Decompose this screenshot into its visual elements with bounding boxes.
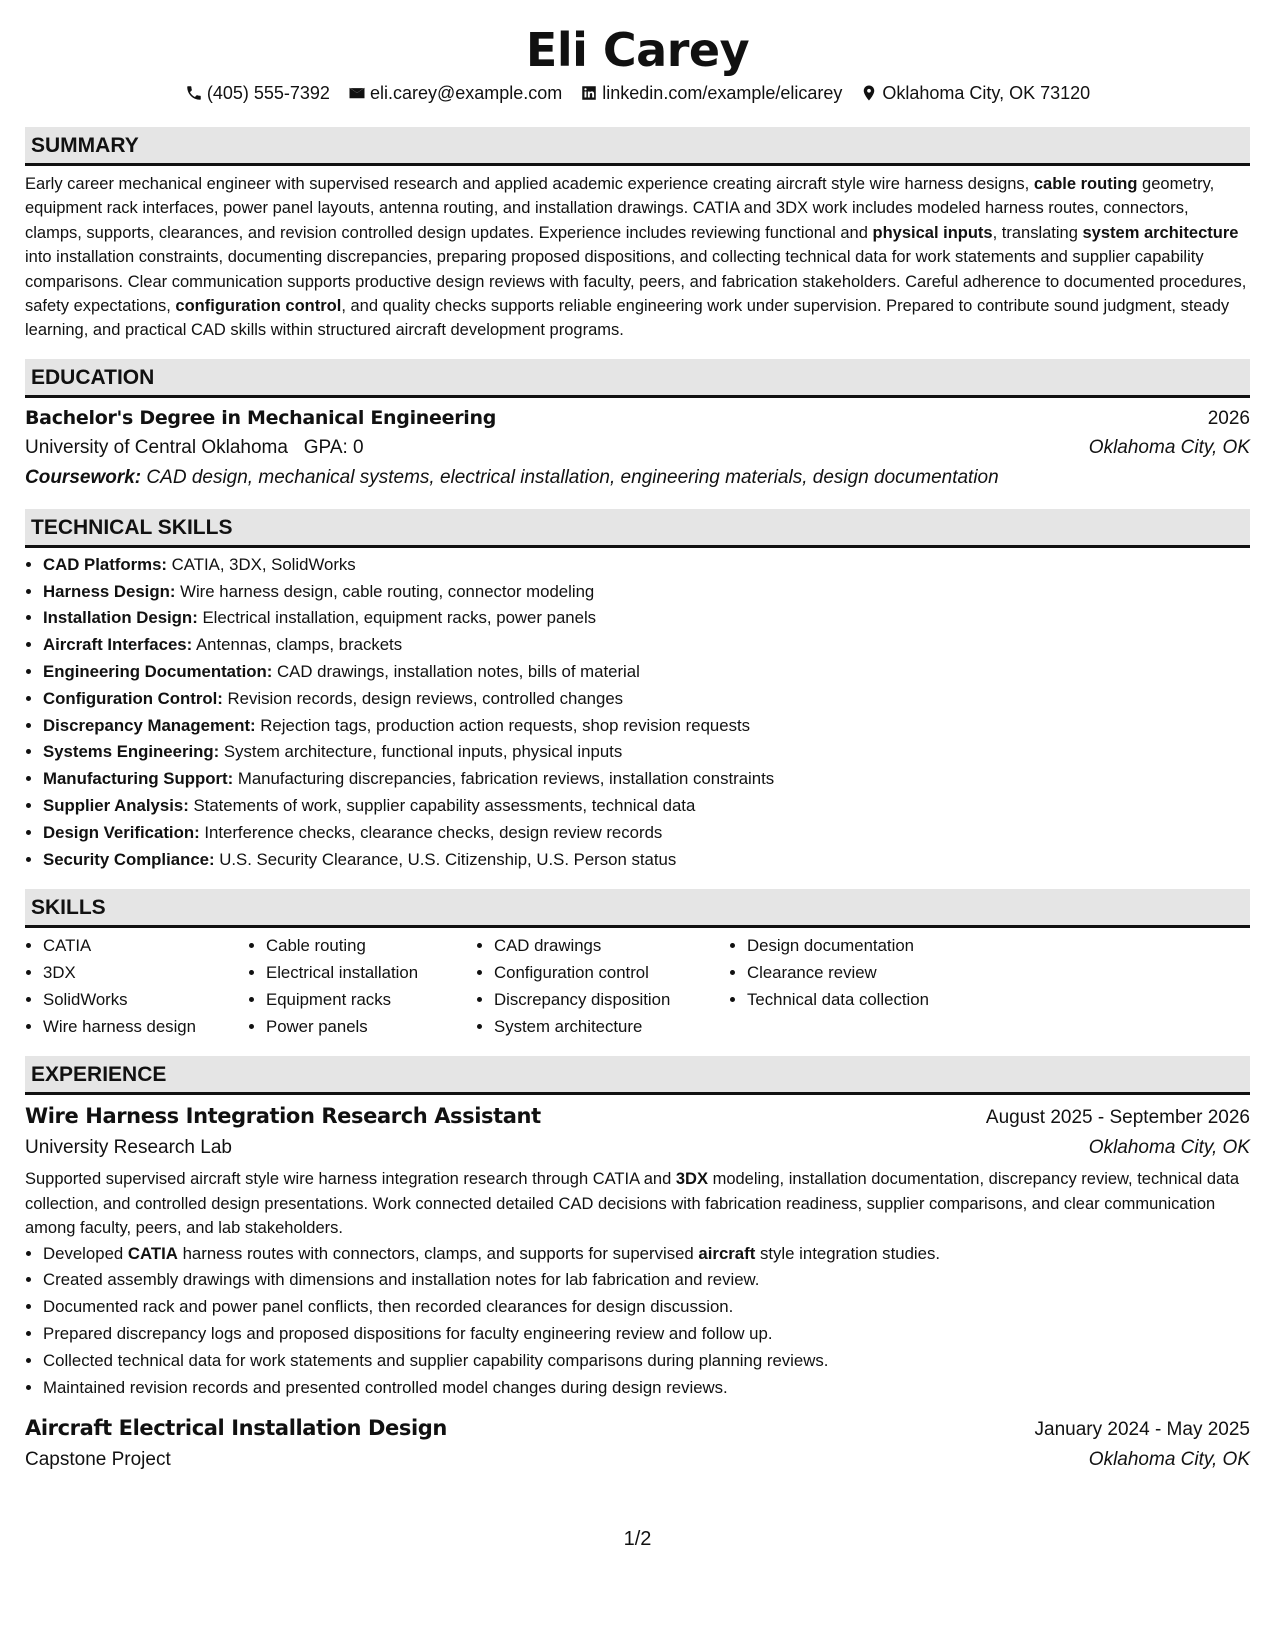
technical-skill-item — [43, 686, 1250, 713]
bold-text: configuration control — [175, 297, 342, 316]
phone-icon — [185, 84, 203, 102]
text-segment: Documented rack and power panel conflicts, then recorded clearances for design discussion. — [43, 1297, 734, 1317]
text-segment: into installation constraints, documenting discrepancies, preparing proposed dispositions, and collecting technical data for work statements and supplier capability comparisons. Clear communication supports productive design reviews with faculty, peers, and fabrication stakeholders. Careful adherence to documented procedures, safety expectations, — [25, 248, 1247, 316]
skill-item: • Design documentation — [747, 932, 987, 959]
coursework-list: CAD design, mechanical systems, electrical installation, engineering materials, design documentation — [146, 466, 999, 488]
skill-category: Design Verification: — [43, 822, 200, 842]
skill-values: Statements of work, supplier capability assessments, technical data — [188, 796, 696, 816]
skill-values: U.S. Security Clearance, U.S. Citizenship, U.S. Person status — [214, 849, 677, 869]
skill-item: • 3DX — [43, 959, 248, 986]
skills-column — [248, 932, 476, 1040]
skill-item: • Equipment racks — [266, 986, 476, 1013]
skill-item: • CAD drawings — [494, 932, 729, 959]
contact-email[interactable] — [348, 81, 562, 105]
technical-skill-item — [43, 739, 1250, 766]
bold-text: system architecture — [1082, 223, 1239, 242]
degree-year: 2026 — [1207, 407, 1250, 429]
envelope-icon — [348, 84, 366, 102]
technical-skills-list — [25, 552, 1250, 874]
bold-text: 3DX — [675, 1170, 708, 1189]
skill-category: Configuration Control: — [43, 688, 223, 708]
job-organization: Capstone Project — [25, 1449, 171, 1471]
experience-entry — [25, 1413, 1250, 1475]
job-location: Oklahoma City, OK — [1088, 1137, 1250, 1159]
skill-values: Interference checks, clearance checks, design review records — [199, 822, 663, 842]
technical-skill-item — [43, 847, 1250, 874]
skill-item: • Configuration control — [494, 959, 729, 986]
resume-page — [25, 22, 1250, 1475]
skill-item: • Wire harness design — [43, 1013, 248, 1040]
skill-item: • Discrepancy disposition — [494, 986, 729, 1013]
job-organization: University Research Lab — [25, 1137, 232, 1159]
contact-linkedin[interactable] — [580, 81, 842, 105]
skill-values: Antennas, clamps, brackets — [192, 635, 403, 655]
skill-item: • Technical data collection — [747, 986, 987, 1013]
skill-values: CATIA, 3DX, SolidWorks — [167, 554, 356, 574]
text-segment: , translating — [992, 223, 1083, 242]
bold-text: aircraft — [698, 1243, 756, 1263]
job-bullet — [43, 1267, 1250, 1294]
skill-category: Harness Design: — [43, 581, 176, 601]
coursework — [25, 463, 1250, 493]
job-bullet — [43, 1321, 1250, 1348]
skill-category: Security Compliance: — [43, 849, 215, 869]
section-heading-education: EDUCATION — [25, 359, 1250, 398]
email-link[interactable]: eli.carey@example.com — [369, 83, 563, 103]
job-title-row — [25, 1413, 1250, 1445]
skill-item: • SolidWorks — [43, 986, 248, 1013]
skill-item: • Power panels — [266, 1013, 476, 1040]
job-dates: August 2025 - September 2026 — [985, 1107, 1250, 1129]
linkedin-link[interactable]: linkedin.com/example/elicarey — [602, 83, 843, 103]
technical-skill-item — [43, 820, 1250, 847]
job-dates: January 2024 - May 2025 — [1034, 1419, 1250, 1441]
location-text: Oklahoma City, OK 73120 — [882, 83, 1091, 103]
school-location: Oklahoma City, OK — [1088, 436, 1250, 458]
skill-values: CAD drawings, installation notes, bills of material — [272, 662, 640, 682]
text-segment: modeling, installation documentation, discrepancy review, technical data collection, and controlled design presentations. Work connected detailed CAD decisions with fabrication readiness, supplier comparisons, and clear communication among faculty, peers, and lab stakeholders. — [25, 1170, 1240, 1238]
candidate-name: Eli Carey — [525, 23, 750, 77]
skill-item: • Electrical installation — [266, 959, 476, 986]
bold-text: physical inputs — [872, 223, 993, 242]
education-degree-row — [25, 404, 1250, 433]
skill-values: Wire harness design, cable routing, connector modeling — [175, 581, 595, 601]
job-location: Oklahoma City, OK — [1088, 1449, 1250, 1471]
text-segment: style integration studies. — [755, 1243, 941, 1263]
skill-values: Revision records, design reviews, controlled changes — [222, 688, 624, 708]
text-segment: Maintained revision records and presented controlled model changes during design reviews. — [43, 1377, 728, 1397]
skills-column — [25, 932, 248, 1040]
skill-category: Discrepancy Management: — [43, 715, 256, 735]
job-org-row — [25, 1445, 1250, 1475]
contact-phone — [185, 81, 330, 105]
job-title-row — [25, 1101, 1250, 1133]
skill-category: CAD Platforms: — [43, 554, 168, 574]
linkedin-icon — [580, 84, 598, 102]
text-segment: Prepared discrepancy logs and proposed dispositions for faculty engineering review and follow up. — [43, 1324, 773, 1344]
technical-skill-item — [43, 793, 1250, 820]
school-info — [25, 433, 364, 463]
skill-item: • Clearance review — [747, 959, 987, 986]
section-heading-summary: SUMMARY — [25, 127, 1250, 166]
technical-skill-item — [43, 713, 1250, 740]
skill-category: Installation Design: — [43, 608, 198, 628]
skill-item: • Cable routing — [266, 932, 476, 959]
text-segment: Early career mechanical engineer with supervised research and applied academic experience creating aircraft style wire harness designs, — [25, 175, 1034, 193]
skill-category: Aircraft Interfaces: — [43, 635, 193, 655]
technical-skill-item — [43, 579, 1250, 606]
technical-skill-item — [43, 605, 1250, 632]
section-heading-technical-skills: TECHNICAL SKILLS — [25, 509, 1250, 548]
technical-skill-item — [43, 632, 1250, 659]
job-bullet — [43, 1348, 1250, 1375]
job-bullet — [43, 1294, 1250, 1321]
job-bullet — [43, 1241, 1250, 1268]
experience-entry — [25, 1101, 1250, 1401]
job-summary — [25, 1167, 1250, 1240]
skill-values: Electrical installation, equipment racks, power panels — [197, 608, 597, 628]
text-segment: Developed — [43, 1243, 128, 1263]
text-segment: Collected technical data for work statements and supplier capability comparisons during planning reviews. — [43, 1350, 829, 1370]
technical-skill-item — [43, 659, 1250, 686]
skill-values: Manufacturing discrepancies, fabrication reviews, installation constraints — [233, 769, 775, 789]
phone-text: (405) 555-7392 — [206, 83, 330, 103]
text-segment: Created assembly drawings with dimensions and installation notes for lab fabrication and review. — [43, 1270, 760, 1290]
technical-skill-item — [43, 552, 1250, 579]
skill-item: • CATIA — [43, 932, 248, 959]
technical-skill-item — [43, 766, 1250, 793]
skill-values: System architecture, functional inputs, physical inputs — [219, 742, 623, 762]
bold-text: CATIA — [127, 1243, 178, 1263]
job-title: Wire Harness Integration Research Assistant — [25, 1104, 541, 1129]
job-org-row — [25, 1133, 1250, 1163]
text-segment: harness routes with connectors, clamps, and supports for supervised — [177, 1243, 699, 1263]
skill-item: • System architecture — [494, 1013, 729, 1040]
skill-category: Manufacturing Support: — [43, 769, 234, 789]
school-name: University of Central Oklahoma — [25, 436, 288, 458]
experience-list — [25, 1101, 1250, 1475]
text-segment: Supported supervised aircraft style wire harness integration research through CATIA and — [25, 1170, 676, 1189]
skill-category: Supplier Analysis: — [43, 796, 189, 816]
section-heading-experience: EXPERIENCE — [25, 1056, 1250, 1095]
skills-column — [476, 932, 729, 1040]
summary-paragraph — [25, 172, 1250, 343]
skill-values: Rejection tags, production action requests, shop revision requests — [255, 715, 751, 735]
contact-location — [860, 81, 1090, 105]
job-title: Aircraft Electrical Installation Design — [25, 1416, 447, 1441]
skill-category: Engineering Documentation: — [43, 662, 273, 682]
degree-title: Bachelor's Degree in Mechanical Engineering — [25, 406, 497, 429]
education-school-row — [25, 433, 1250, 463]
contact-bar — [25, 81, 1250, 105]
text-segment: geometry, equipment rack interfaces, power panel layouts, antenna routing, and installation drawings. CATIA and 3DX work includes modeled harness routes, connectors, clamps, supports, clearances, and revision controlled design updates. Experience includes reviewing functional and — [25, 175, 1215, 242]
coursework-label: Coursework: — [25, 466, 142, 488]
gpa: GPA: 0 — [303, 436, 364, 458]
skills-grid — [25, 932, 1250, 1040]
skill-category: Systems Engineering: — [43, 742, 220, 762]
map-pin-icon — [860, 84, 878, 102]
section-heading-skills: SKILLS — [25, 889, 1250, 928]
page-number: 1/2 — [623, 1528, 652, 1550]
job-bullet — [43, 1375, 1250, 1402]
job-bullets — [25, 1241, 1250, 1402]
bold-text: cable routing — [1033, 175, 1138, 193]
text-segment: , and quality checks supports reliable engineering work under supervision. Prepared to contribute sound judgment, steady learning, and practical CAD skills within structured aircraft development programs. — [25, 297, 1230, 340]
skills-column — [729, 932, 987, 1040]
